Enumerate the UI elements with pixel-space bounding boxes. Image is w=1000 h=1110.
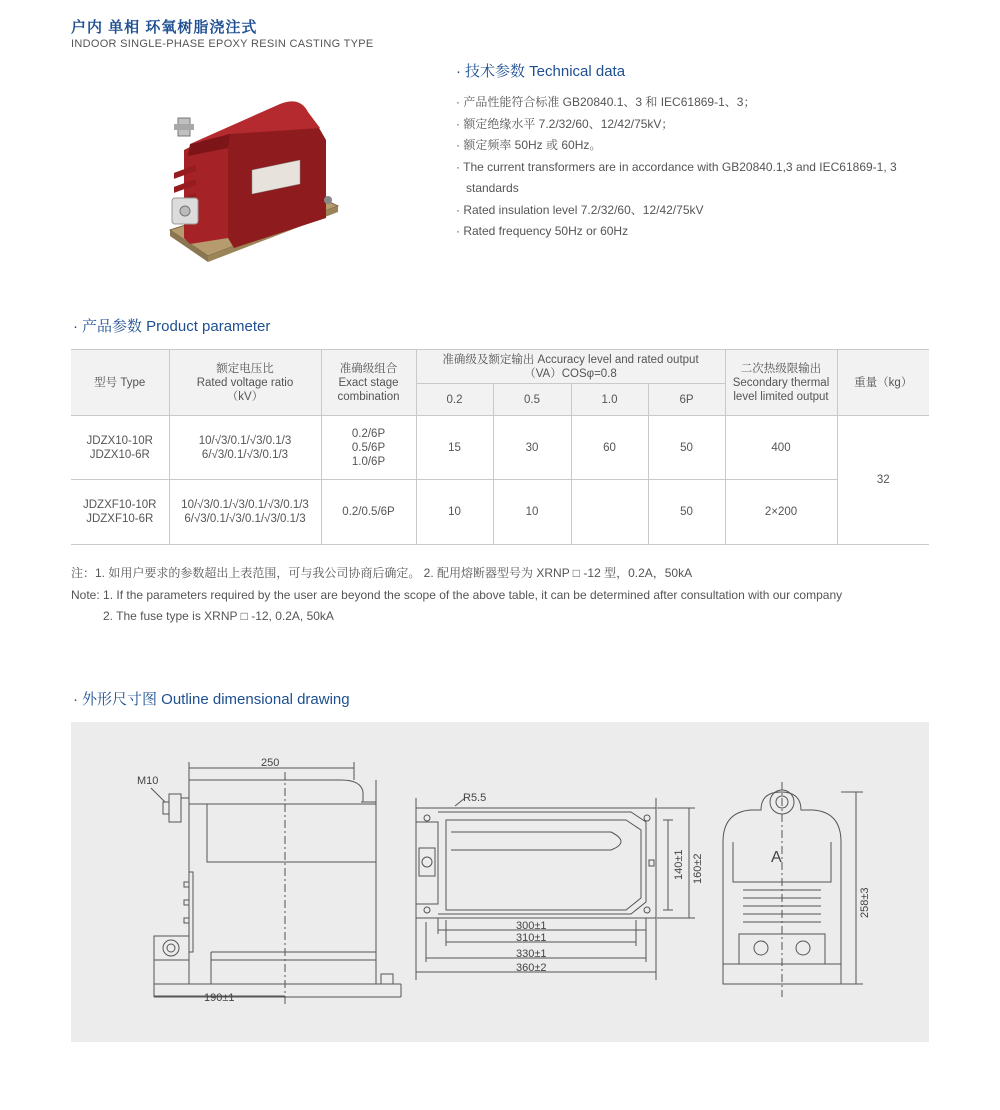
outline-title-text: 外形尺寸图 Outline dimensional drawing [82,691,350,708]
dim-160: 160±2 [692,853,704,884]
class-line: 1.0/6P [351,455,386,468]
header-sub-05: 0.5 [493,384,571,416]
class-line: 0.2/6P [351,427,386,440]
mark-a: A [771,849,782,866]
cell-05: 30 [493,416,571,480]
dim-330: 330±1 [516,948,547,960]
ratio-line: 6/√3/0.1/√3/0.1/3 [201,448,289,461]
cell-10 [571,480,648,545]
tech-line: standards [466,181,519,195]
outline-drawing [71,722,929,1042]
header-thermal-en1: Secondary thermal [732,376,830,389]
technical-title: · 技术参数 Technical data [456,63,626,80]
cell-thermal: 2×200 [725,480,837,545]
cell-model [71,416,169,480]
note-cn: 注：1. 如用户要求的参数超出上表范围，可与我公司协商后确定。 2. 配用熔断器型号为 XRNP □ -12 型，0.2A，50kA [71,566,693,580]
header-class-cn: 准确级组合 [339,362,398,375]
cell-model [71,480,169,545]
dim-300: 300±1 [516,920,547,932]
page-title-en: INDOOR SINGLE-PHASE EPOXY RESIN CASTING TYPE [71,38,374,50]
model-line: JDZX10-10R [86,434,153,447]
table-row [71,480,929,545]
cell-02: 10 [416,480,493,545]
ratio-line: 10/√3/0.1/√3/0.1/3 [198,434,292,447]
class-line: 0.5/6P [351,441,386,454]
cell-ratio [169,416,321,480]
dim-m10: M10 [137,775,159,787]
product-title-text: 产品参数 Product parameter [82,318,271,335]
tech-line: · 额定频率 50Hz 或 60Hz。 [456,138,602,152]
header-ratio-cn: 额定电压比 [216,362,274,375]
tech-line: · Rated insulation level 7.2/32/60、12/42/75kV [456,202,704,217]
dim-140: 140±1 [673,849,685,880]
cell-6p: 50 [648,480,725,545]
header-output-line1: 准确级及额定输出 Accuracy level and rated output [442,353,699,366]
page-title-cn: 户内 单相 环氧树脂浇注式 [71,19,258,36]
header-sub-6p: 6P [648,384,725,416]
header-thermal-cn: 二次热级限输出 [740,362,822,375]
note-en2: 2. The fuse type is XRNP □ -12, 0.2A, 50kA [103,609,334,623]
product-photo [160,88,350,268]
product-title: · 产品参数 Product parameter [73,318,271,335]
technical-list [456,92,936,243]
cell-10: 60 [571,416,648,480]
header-thermal-en2: level limited output [733,390,829,403]
tech-line: · 额定绝缘水平 7.2/32/60、12/42/75kV； [456,116,674,131]
ratio-line: 6/√3/0.1/√3/0.1/√3/0.1/3 [184,513,306,525]
dim-310: 310±1 [516,932,547,944]
header-class-en1: Exact stage [338,376,399,389]
cell-05: 10 [493,480,571,545]
header-sub-02: 0.2 [416,384,493,416]
header-ratio-en: Rated voltage ratio [196,376,294,389]
cell-ratio [169,480,321,545]
header-output [416,350,725,384]
cell-class: 0.2/0.5/6P [321,480,416,545]
ratio-line: 10/√3/0.1/√3/0.1/√3/0.1/3 [181,499,309,511]
note-en1: Note: 1. If the parameters required by the user are beyond the scope of the above table, it can be determined after consultation with our company [71,587,843,602]
dim-360: 360±2 [516,962,547,974]
tech-line: · Rated frequency 50Hz or 60Hz [456,224,629,238]
header-sub-10: 1.0 [571,384,648,416]
header-thermal [725,350,837,416]
technical-title-text: 技术参数 Technical data [465,63,626,80]
model-line: JDZXF10-6R [86,513,154,525]
model-line: JDZX10-6R [89,448,150,461]
header-output-line2: （VA）COSφ=0.8 [524,367,617,380]
model-line: JDZXF10-10R [83,499,157,511]
cell-02: 15 [416,416,493,480]
table-row [71,416,929,480]
tech-line: · The current transformers are in accordance with GB20840.1,3 and IEC61869-1, 3 [456,159,897,174]
tech-line: · 产品性能符合标准 GB20840.1、3 和 IEC61869-1、3； [456,95,756,109]
header-class [321,350,416,416]
product-table [71,349,929,545]
cell-6p: 50 [648,416,725,480]
header-ratio-unit: （kV） [226,390,264,403]
dim-190: 190±1 [204,992,235,1004]
outline-title: · 外形尺寸图 Outline dimensional drawing [73,691,350,708]
cell-thermal: 400 [725,416,837,480]
notes [71,563,842,628]
dim-258: 258±3 [859,887,871,918]
header-model: 型号 Type [71,350,169,416]
header-ratio [169,350,321,416]
dim-250: 250 [261,757,280,769]
dim-r55: R5.5 [463,792,487,804]
cell-weight: 32 [837,416,929,545]
header-weight: 重量（kg） [837,350,929,416]
cell-class [321,416,416,480]
header-class-en2: combination [337,390,400,403]
